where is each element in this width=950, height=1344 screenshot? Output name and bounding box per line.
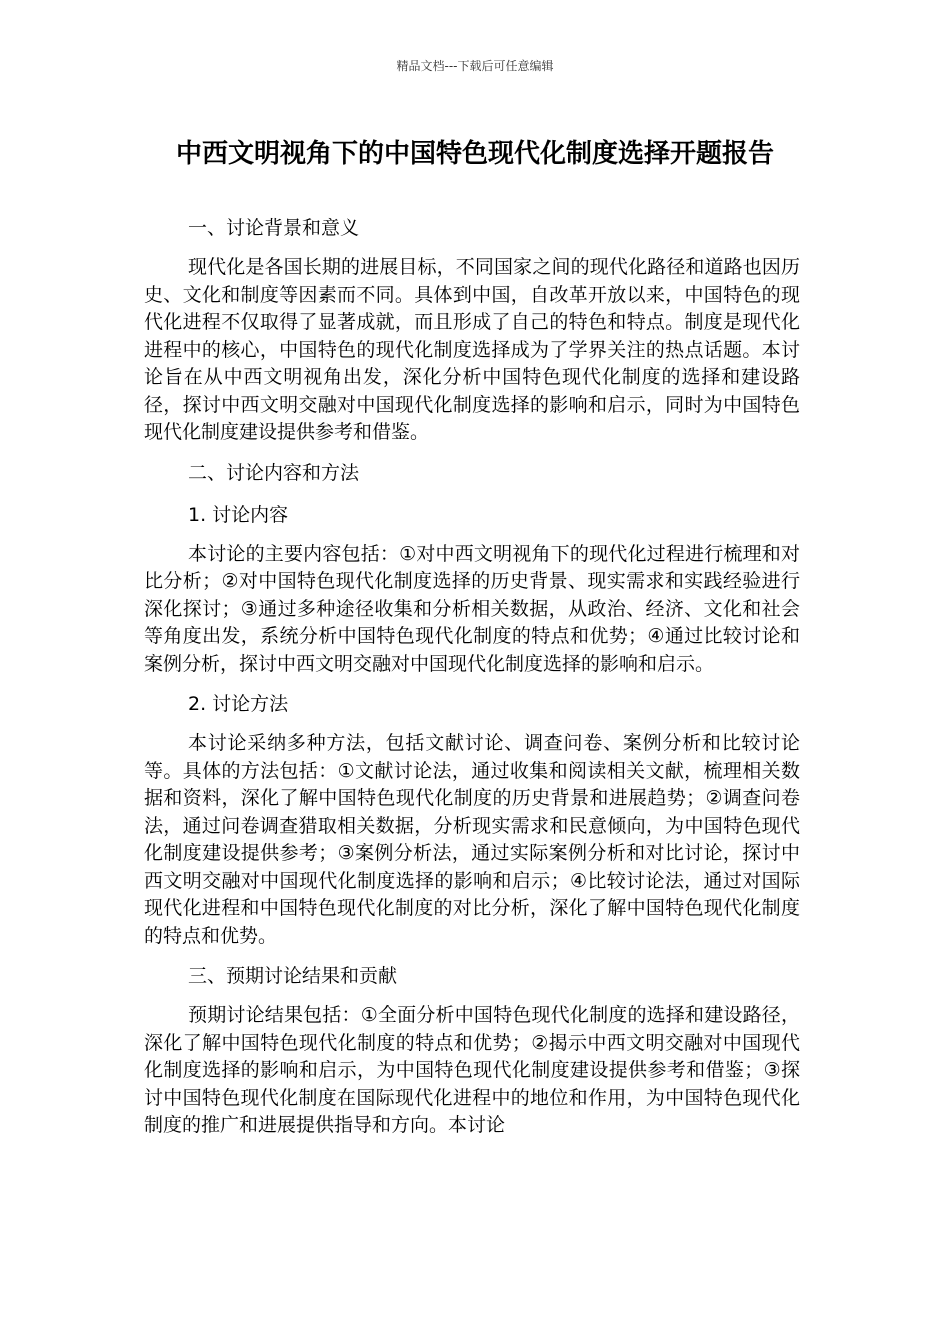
page-header: 精品文档---下载后可任意编辑 <box>396 59 554 73</box>
section-heading-content-methods: 二、讨论内容和方法 <box>188 461 360 484</box>
subsection-heading-content: 1. 讨论内容 <box>188 503 289 526</box>
paragraph-methods: 本讨论采纳多种方法，包括文献讨论、调查问卷、案例分析和比较讨论等。具体的方法包括：①文献讨论法，通过收集和阅读相关文献，梳理相关数据和资料，深化了解中国特色现代化制度的历史背景和进展趋势；②调查问卷法，通过问卷调查猎取相关数据，分析现实需求和民意倾向，为中国特色现代化制度建设提供参考；③案例分析法，通过实际案例分析和对比讨论，探讨中西文明交融对中国现代化制度选择的影响和启示；④比较讨论法，通过对国际现代化进程和中国特色现代化制度的对比分析，深化了解中国特色现代化制度的特点和优势。 <box>144 732 800 947</box>
paragraph-content: 本讨论的主要内容包括：①对中西文明视角下的现代化过程进行梳理和对比分析；②对中国特色现代化制度选择的历史背景、现实需求和实践经验进行深化探讨；③通过多种途径收集和分析相关数据，从政治、经济、文化和社会等角度出发，系统分析中国特色现代化制度的特点和优势；④通过比较讨论和案例分析，探讨中西文明交融对中国现代化制度选择的影响和启示。 <box>144 542 800 675</box>
paragraph-expected-results: 预期讨论结果包括：①全面分析中国特色现代化制度的选择和建设路径，深化了解中国特色现代化制度的特点和优势；②揭示中西文明交融对中国现代化制度选择的影响和启示，为中国特色现代化制度建设提供参考和借鉴；③探讨中国特色现代化制度在国际现代化进程中的地位和作用，为中国特色现代化制度的推广和进展提供指导和方向。本讨论 <box>144 1004 800 1136</box>
section-heading-background: 一、讨论背景和意义 <box>188 217 360 239</box>
paragraph-background: 现代化是各国长期的进展目标，不同国家之间的现代化路径和道路也因历史、文化和制度等因素而不同。具体到中国，自改革开放以来，中国特色的现代化进程不仅取得了显著成就，而且形成了自己的特色和特点。制度是现代化进程中的核心，中国特色的现代化制度选择成为了学界关注的热点话题。本讨论旨在从中西文明视角出发，深化分析中国特色现代化制度的选择和建设路径，探讨中西文明交融对中国现代化制度选择的影响和启示，同时为中国特色现代化制度建设提供参考和借鉴。 <box>144 256 800 443</box>
document-title: 中西文明视角下的中国特色现代化制度选择开题报告 <box>175 139 774 169</box>
section-heading-expected-results: 三、预期讨论结果和贡献 <box>188 965 398 987</box>
document-body <box>144 212 800 1150</box>
subsection-heading-methods: 2. 讨论方法 <box>188 693 289 715</box>
